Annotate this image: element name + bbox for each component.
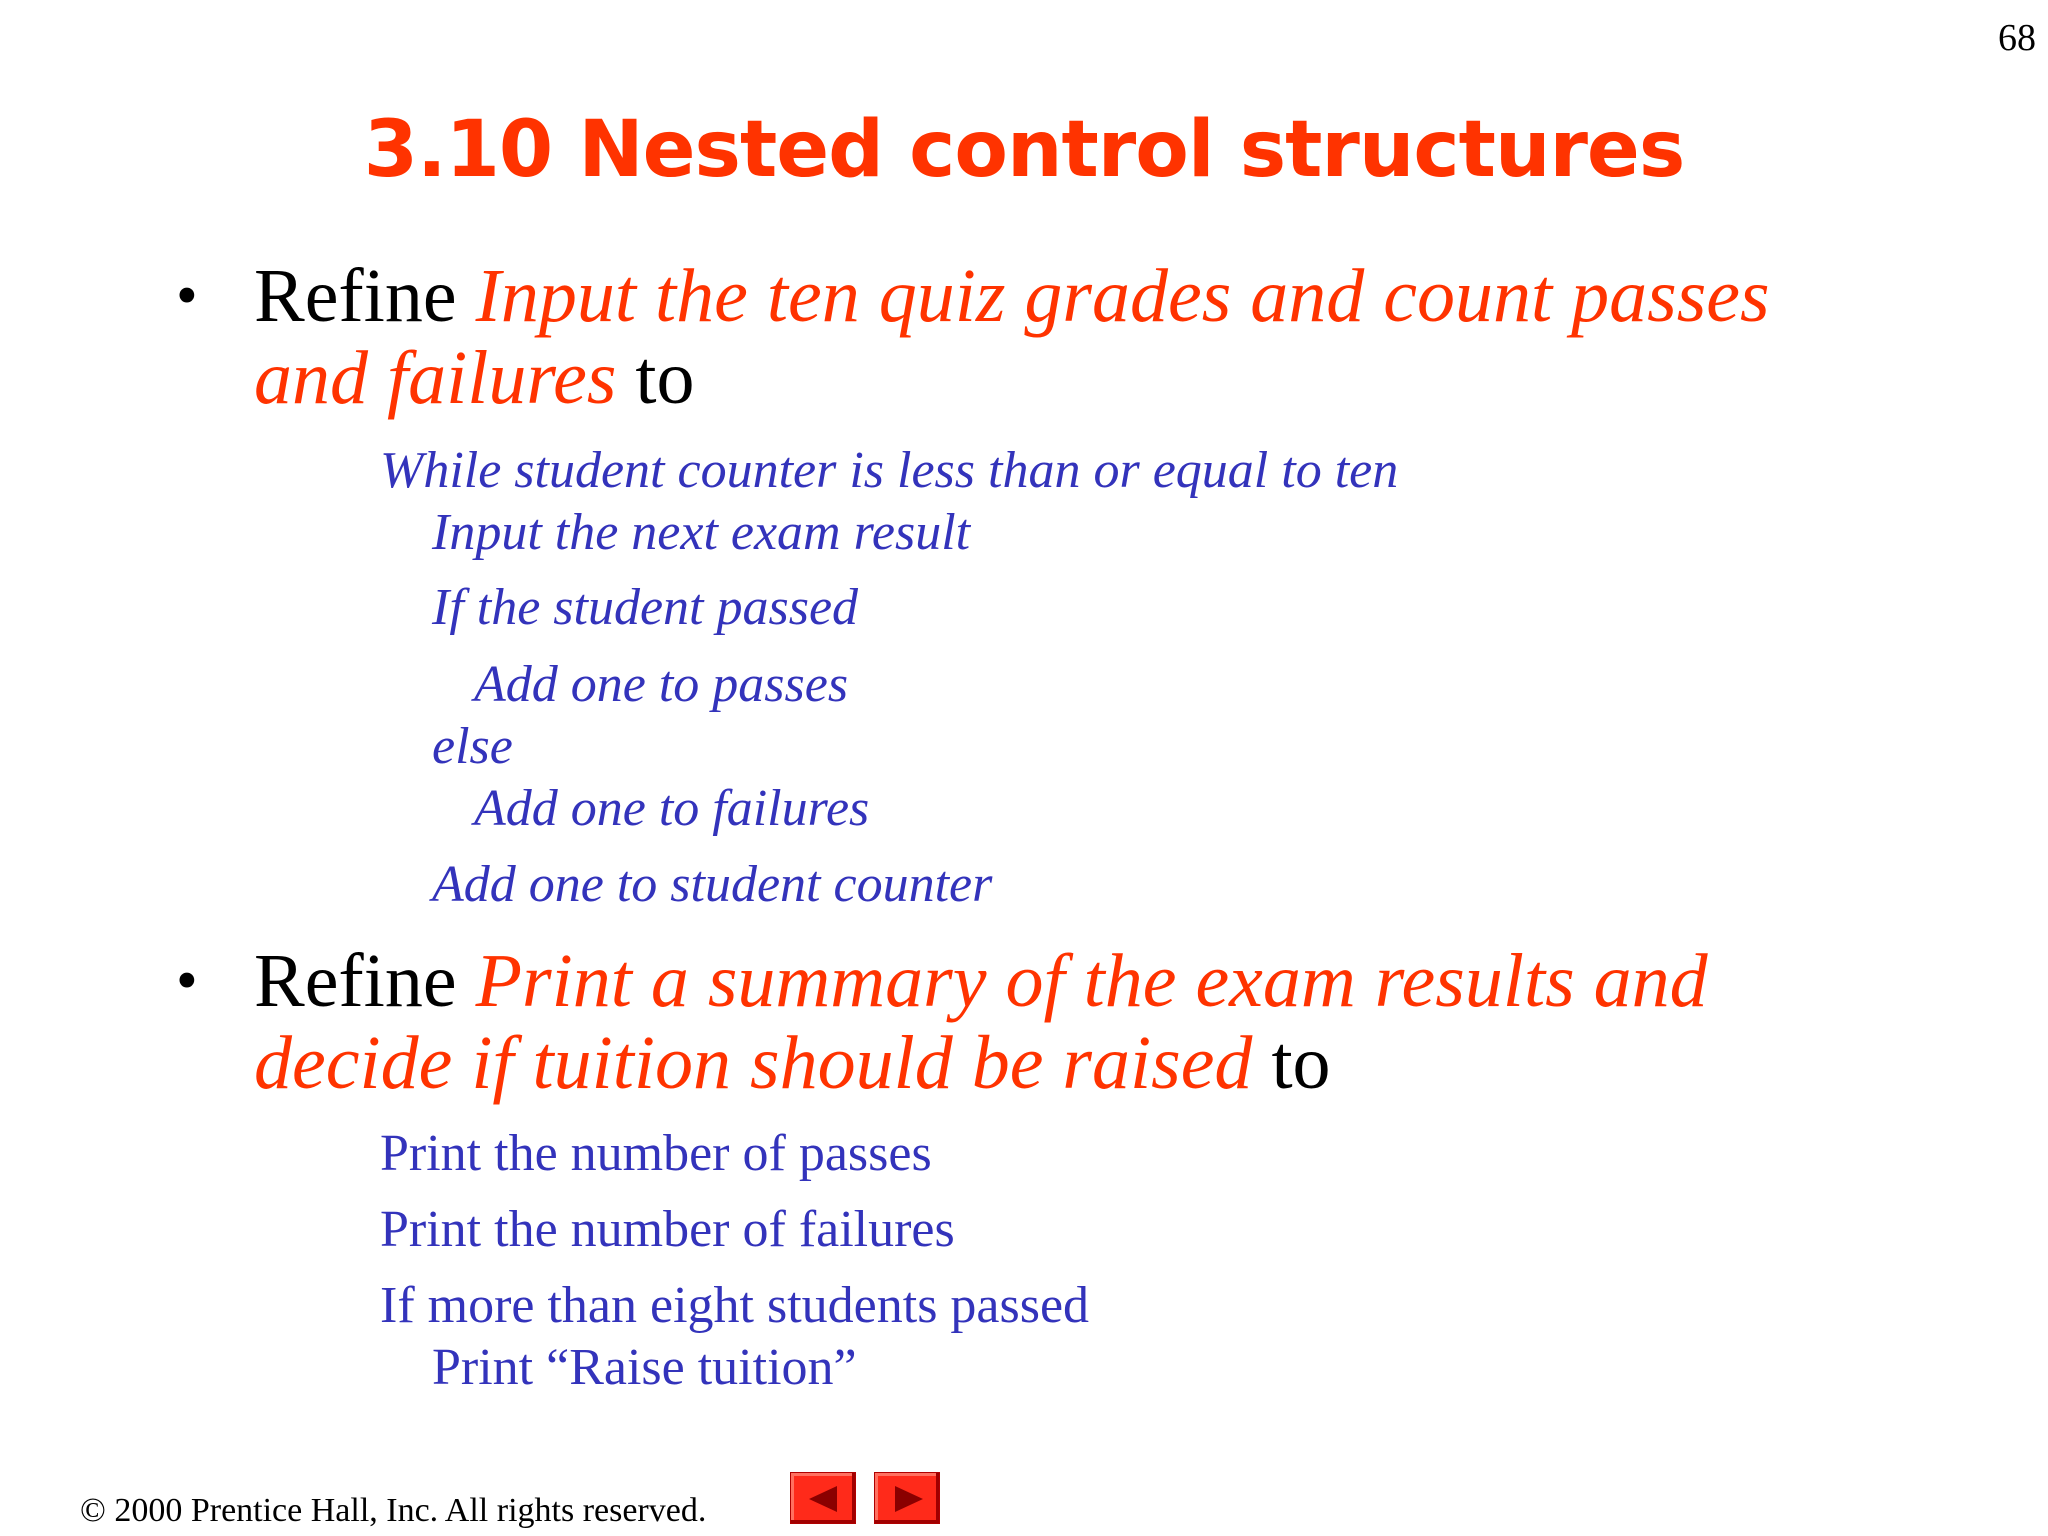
pseudo1-line-4: Add one to passes	[474, 656, 849, 713]
pseudo1-line-5: else	[432, 718, 513, 775]
bullet-1-lead: Refine	[254, 254, 476, 338]
previous-arrow-icon	[809, 1486, 837, 1512]
bullet-1-text	[254, 255, 1976, 419]
pseudo1-line-7: Add one to student counter	[432, 856, 993, 913]
bullet-1	[176, 255, 1976, 419]
bullet-1-emphasis-line2: and failures	[254, 336, 617, 420]
pseudo1-line-1: While student counter is less than or equal to ten	[380, 442, 1399, 499]
bullet-2-text	[254, 940, 1976, 1104]
bullet-2	[176, 940, 1976, 1104]
bullet-dot-icon: •	[176, 947, 198, 1015]
pseudo1-line-2: Input the next exam result	[432, 504, 971, 561]
pseudo1-line-6: Add one to failures	[474, 780, 870, 837]
pseudo2-line-4: Print “Raise tuition”	[432, 1339, 857, 1396]
bullet-dot-icon: •	[176, 262, 198, 330]
next-slide-button[interactable]	[874, 1472, 940, 1524]
bullet-1-tail: to	[616, 336, 695, 420]
bullet-2-lead: Refine	[254, 939, 476, 1023]
pseudo1-line-3: If the student passed	[432, 579, 859, 636]
bullet-2-emphasis-line2: decide if tuition should be raised	[254, 1021, 1253, 1105]
next-arrow-icon	[895, 1486, 923, 1512]
pseudo2-line-1: Print the number of passes	[380, 1125, 932, 1182]
copyright-footer: © 2000 Prentice Hall, Inc. All rights reserved.	[80, 1492, 707, 1529]
bullet-2-tail: to	[1252, 1021, 1331, 1105]
bullet-1-emphasis-line1: Input the ten quiz grades and count passes	[475, 254, 1770, 338]
pseudo2-line-3: If more than eight students passed	[380, 1277, 1090, 1334]
bullet-2-emphasis-line1: Print a summary of the exam results and	[475, 939, 1708, 1023]
previous-slide-button[interactable]	[790, 1472, 856, 1524]
pseudo2-line-2: Print the number of failures	[380, 1201, 955, 1258]
slide-title: 3.10 Nested control structures	[363, 105, 1685, 195]
page-number: 68	[1998, 17, 2036, 59]
